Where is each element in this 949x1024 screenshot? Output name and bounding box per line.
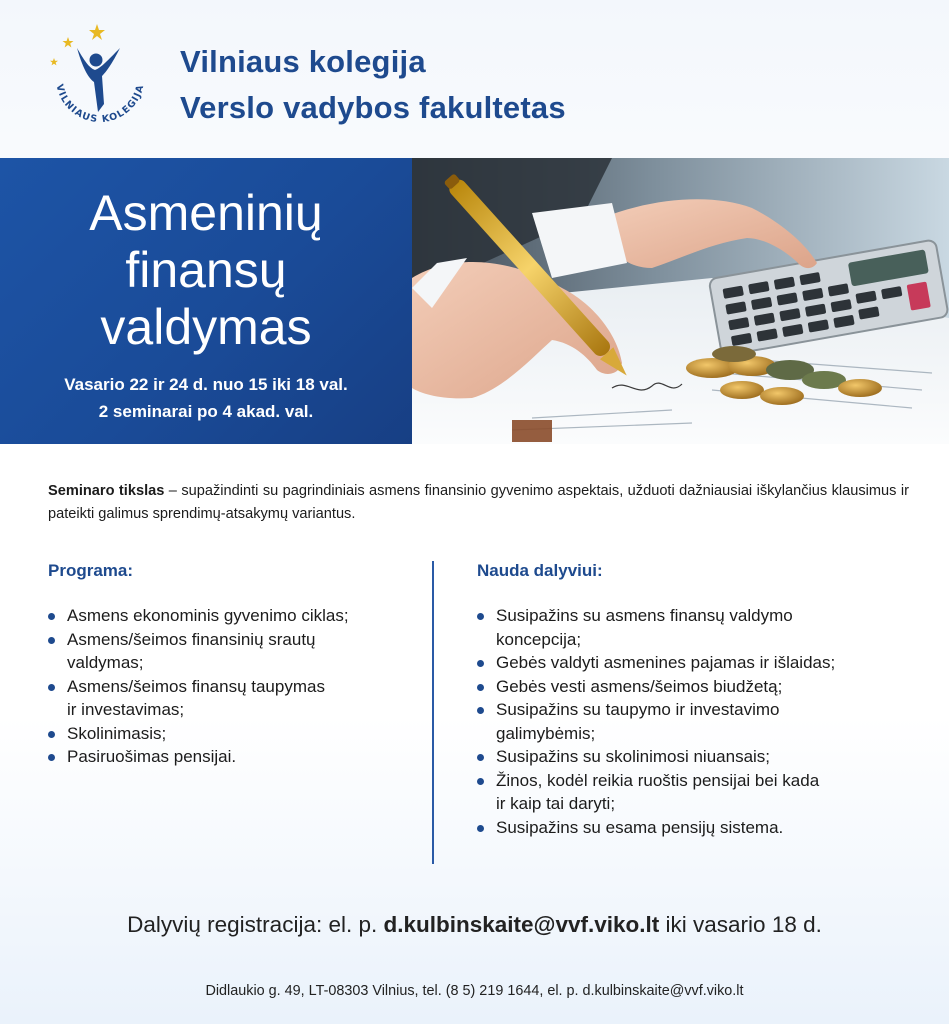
footer-contact: Didlaukio g. 49, LT-08303 Vilnius, tel. (8 5) 219 1644, el. p. d.kulbinskaite@vvf.viko.lt (205, 983, 744, 999)
list-item: Asmens/šeimos finansinių srautų valdymas; (48, 628, 420, 675)
seminar-aim-label: Seminaro tikslas (48, 483, 165, 499)
org-name: Vilniaus kolegija (180, 44, 426, 79)
header (0, 0, 949, 158)
column-divider (432, 561, 434, 864)
list-item: Susipažins su skolinimosi niuansais; (477, 745, 917, 769)
seminar-aim-text: – supažindinti su pagrindiniais asmens finansinio gyvenimo aspektais, užduoti dažniausiai iškylančius klausimus ir pateikti galimus sprendimų-atsakymų variantus. (48, 483, 909, 522)
benefits-heading: Nauda dalyviui: (477, 561, 603, 580)
program-heading: Programa: (48, 561, 134, 580)
seminar-aim (48, 480, 909, 526)
list-item: Asmens ekonominis gyvenimo ciklas; (48, 604, 420, 628)
program-list (48, 604, 420, 769)
registration-info: Dalyvių registracija: el. p. d.kulbinskaite@vvf.viko.lt iki vasario 18 d. (127, 912, 822, 937)
svg-text:VILNIAUS KOLEGIJA: VILNIAUS KOLEGIJA (53, 83, 147, 126)
list-item: Gebės valdyti asmenines pajamas ir išlaidas; (477, 651, 917, 675)
star-icon (89, 24, 105, 40)
seminar-title-line-2: finansų (125, 242, 287, 298)
seminar-sessions: 2 seminarai po 4 akad. val. (98, 402, 314, 421)
list-item: Žinos, kodėl reikia ruoštis pensijai bei kada ir kaip tai daryti; (477, 769, 917, 816)
list-item: Skolinimasis; (48, 722, 420, 746)
seminar-title-line-3: valdymas (100, 299, 312, 355)
seminar-date: Vasario 22 ir 24 d. nuo 15 iki 18 val. (64, 375, 348, 394)
list-item: Asmens/šeimos finansų taupymas ir investavimas; (48, 675, 420, 722)
faculty-name: Verslo vadybos fakultetas (180, 90, 566, 125)
star-icon (50, 58, 58, 65)
list-item: Pasiruošimas pensijai. (48, 745, 420, 769)
star-icon (63, 37, 74, 48)
banner-title-panel (0, 158, 412, 444)
list-item: Susipažins su taupymo ir investavimo galimybėmis; (477, 698, 917, 745)
list-item: Susipažins su asmens finansų valdymo koncepcija; (477, 604, 917, 651)
seminar-title-line-1: Asmeninių (89, 185, 323, 241)
benefits-list (477, 604, 917, 839)
registration-email-link[interactable]: d.kulbinskaite@vvf.viko.lt (383, 912, 660, 937)
finance-photo (412, 158, 949, 444)
banner (0, 158, 949, 444)
college-logo (44, 20, 156, 138)
list-item: Gebės vesti asmens/šeimos biudžetą; (477, 675, 917, 699)
list-item: Susipažins su esama pensijų sistema. (477, 816, 917, 840)
